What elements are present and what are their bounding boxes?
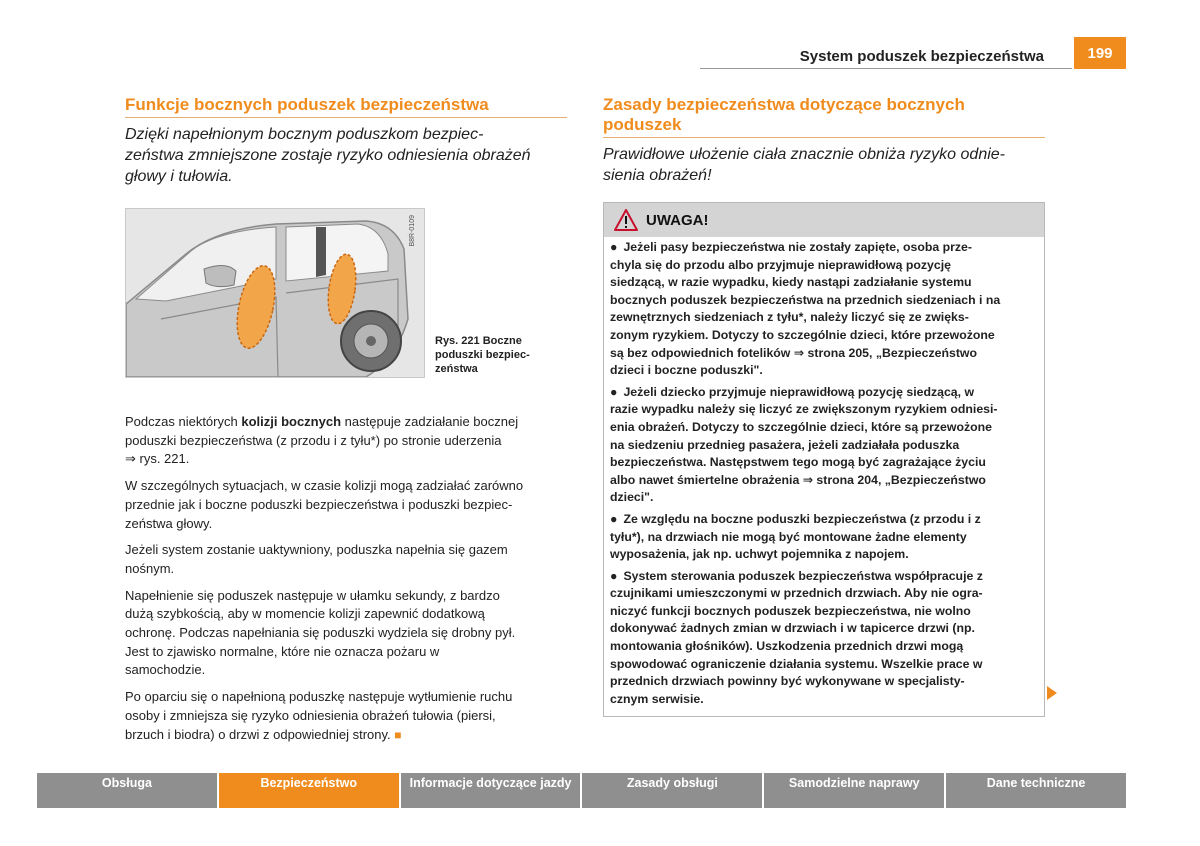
figure-code: B8R-0109 <box>409 215 416 247</box>
paragraph-special-situations: W szczególnych sytuacjach, w czasie kolizji mogą zadziałać zarówno przednie jak i boczne poduszki bezpieczeństwa i poduszki bezpiec- zeństwa głowy. <box>125 478 524 531</box>
nav-tab-zasady-obslugi[interactable]: Zasady obsługi <box>582 773 762 808</box>
nav-tab-dane-techniczne[interactable]: Dane techniczne <box>946 773 1126 808</box>
figure-reference-link[interactable]: ⇒ rys. 221. <box>125 451 190 467</box>
header-divider <box>700 68 1072 69</box>
nav-tab-obsluga[interactable]: Obsługa <box>37 773 217 808</box>
paragraph-collisions: Podczas niektórych kolizji bocznych następuje zadziałanie bocznej poduszki bezpieczeństwa (z przodu i z tyłu*) po stronie uderzenia ⇒ rys. 221. <box>125 414 519 467</box>
page-number: 199 <box>1074 37 1126 69</box>
warning-label: UWAGA! <box>646 211 709 229</box>
warning-item: ● System sterowania poduszek bezpieczeństwa współpracuje z czujnikami umieszczonymi w przednich drzwiach. Aby nie ogra- niczyć funkcji bocznych poduszek bezpieczeństwa, nie wolno dokonywać żadnych zmian w drzwiach i w tapicerce drzwi (np. montowania głośników). Uszkodzenia przednich drzwi mogą spowodować ograniczenie działania systemu. Wszelkie prace w przednich drzwiach powinny być wykonywane w specjalisty- cznym serwisie. <box>610 568 983 706</box>
chapter-navigation <box>37 773 1126 808</box>
right-heading: Zasady bezpieczeństwa dotyczące bocznych poduszek <box>603 95 1045 138</box>
page-section-title: System poduszek bezpieczeństwa <box>799 48 1044 65</box>
warning-triangle-icon <box>614 209 638 231</box>
paragraph-activation: Jeżeli system zostanie uaktywniony, poduszka napełnia się gazem nośnym. <box>125 542 508 576</box>
nav-tab-bezpieczenstwo[interactable]: Bezpieczeństwo <box>219 773 399 808</box>
warning-box <box>603 202 1045 717</box>
end-of-section-mark: ■ <box>394 727 402 742</box>
left-lead: Dzięki napełnionym bocznym poduszkom bezpiec- zeństwa zmniejszone zostaje ryzyko odniesienia obrażeń głowy i tułowia. <box>125 126 531 185</box>
warning-header <box>604 203 1044 237</box>
nav-tab-samodzielne-naprawy[interactable]: Samodzielne naprawy <box>764 773 944 808</box>
warning-body <box>604 237 1044 716</box>
figure-221 <box>125 208 567 383</box>
paragraph-inflation: Napełnienie się poduszek następuje w ułamku sekundy, z bardzo dużą szybkością, aby w momencie kolizji zapewnić dodatkową ochronę. Podczas napełniania się poduszki wydziela się drobny pył. Jest to zjawisko normalne, które nie oznacza pożaru w samochodzie. <box>125 587 516 678</box>
warning-item: ● Jeżeli pasy bezpieczeństwa nie zostały zapięte, osoba prze- chyla się do przodu albo przyjmuje nieprawidłową pozycję siedzącą, w razie wypadku, kiedy nastąpi zadziałanie systemu bocznych poduszek bezpieczeństwa na przednich siedzeniach i na zewnętrznych siedzeniach z tyłu*, należy liczyć się ze zwięks- zonym ryzykiem. Dotyczy to szczególnie dzieci, które przewożone są bez odpowiednich fotelików ⇒ strona 205, „Bezpieczeństwo dzieci i boczne poduszki". <box>610 240 1001 378</box>
figure-caption: Rys. 221 Boczne poduszki bezpiec- zeństwa <box>435 335 530 375</box>
car-illustration <box>126 209 424 377</box>
nav-tab-informacje-dotyczace-jazdy[interactable]: Informacje dotyczące jazdy <box>401 773 581 808</box>
right-column <box>603 95 1045 717</box>
paragraph-damping: Po oparciu się o napełnioną poduszkę następuje wytłumienie ruchu osoby i zmniejsza się ryzyko odniesienia obrażeń tułowia (piersi, brzuch i biodra) o drzwi z odpowiedniej strony. ■ <box>125 689 513 742</box>
left-body <box>125 413 567 744</box>
warning-item: ● Jeżeli dziecko przyjmuje nieprawidłową pozycję siedzącą, w razie wypadku należy się liczyć ze zwiększonym ryzykiem odniesi- enia obrażeń. Dotyczy to szczególnie dzieci, które są przewożone na siedzeniu przednieg pasażera, jeżeli zadziałała poduszka bezpieczeństwa. Następstwem tego mogą być zagrażające życiu albo nawet śmiertelne obrażenia ⇒ strona 204, „Bezpieczeństwo dzieci". <box>610 384 998 505</box>
right-lead: Prawidłowe ułożenie ciała znacznie obniża ryzyko odnie- sienia obrażeń! <box>603 146 1005 184</box>
left-heading: Funkcje bocznych poduszek bezpieczeństwa <box>125 95 567 118</box>
car-side-airbag-image <box>125 208 425 378</box>
left-column <box>125 95 567 744</box>
continue-arrow-icon[interactable] <box>1047 686 1057 700</box>
warning-item: ● Ze względu na boczne poduszki bezpieczeństwa (z przodu i z tyłu*), na drzwiach nie mogą być montowane żadne elementy wyposażenia, jak np. uchwyt pojemnika z napojem. <box>610 511 981 562</box>
